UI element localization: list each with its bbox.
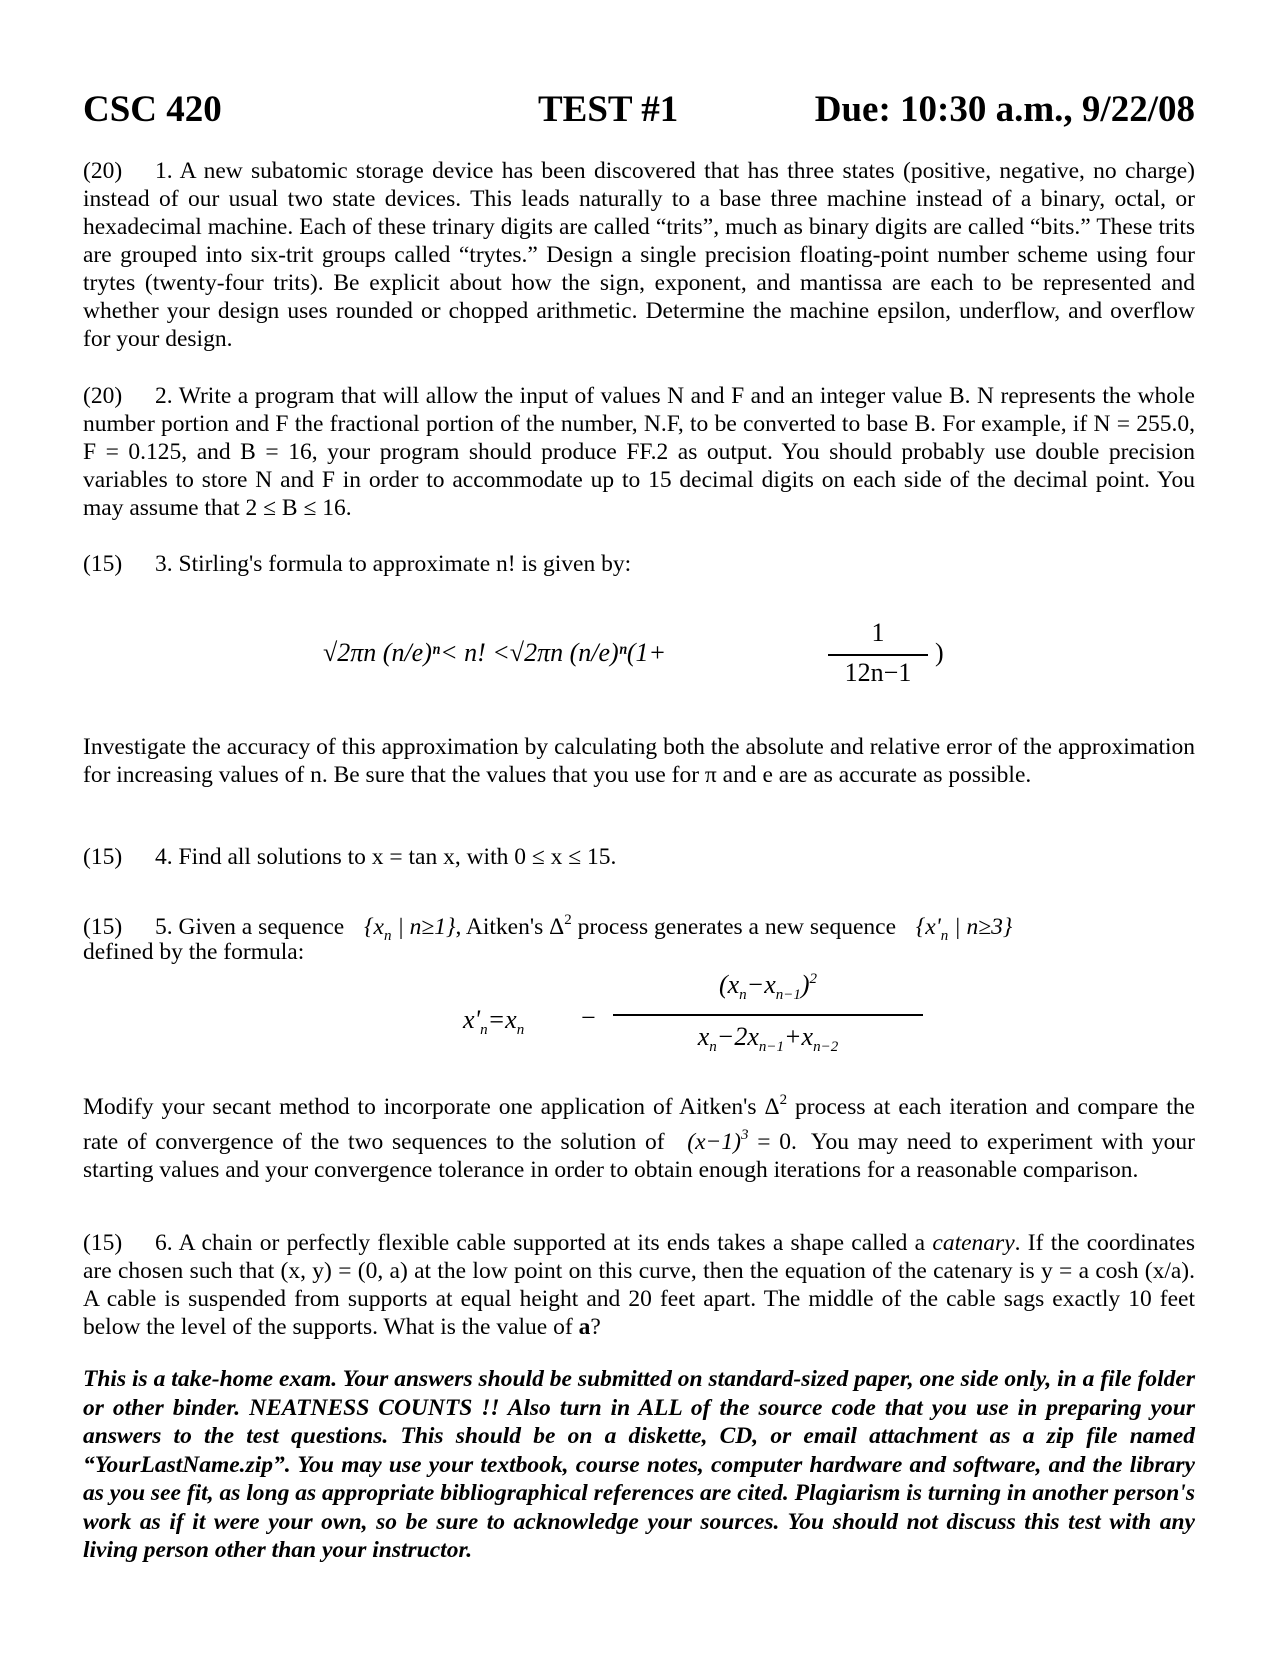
cubic-equation: $(x-1)^3 = 0$.	[687, 1127, 797, 1155]
question-5: (15) 5. Given a sequence {$x_n$ | n≥1}, Aitken's $\Delta^2$ process generates a new sequence {$x'_n$ | n≥3}	[83, 912, 1013, 944]
question-points: (15)	[83, 1230, 123, 1256]
due-date: Due: 10:30 a.m., 9/22/08	[814, 89, 1195, 130]
question-points: (15)	[83, 551, 123, 577]
sequence-xprime: {$x'_n$ | n≥3}	[915, 914, 1013, 944]
question-6: (15) 6. A chain or perfectly flexible cable supported at its ends takes a shape called a catenary. If the coordinates are chosen such that (x, y) = (0, a) at the low point on this curve, then the equation of the catenary is y = a cosh (x/a). A cable is suspended from supports at equal height and 20 feet apart. The middle of the cable sags exactly 10 feet below the level of the supports. What is the value of a?	[83, 1230, 1196, 1340]
stirling-numerator: 1	[871, 618, 885, 647]
question-3	[83, 550, 1195, 578]
question-points: (20)	[83, 158, 123, 184]
exam-instructions: This is a take-home exam. Your answers should be submitted on standard-sized paper, one side only, in a file folder or other binder. NEATNESS COUNTS !! Also turn in ALL of the source code that you use in preparing your answers to the test questions. This should be on a diskette, CD, or email attachment as a zip file named “YourLastName.zip”. You may use your textbook, course notes, computer hardware and software, and the library as you see fit, as long as appropriate bibliographical references are cited. Plagiarism is turning in another person's work as if it were your own, so be sure to acknowledge your sources. You should not discuss this test with any living person other than your instructor.	[83, 1366, 1195, 1563]
question-points: (15)	[83, 914, 123, 940]
catenary-term: catenary	[932, 1230, 1015, 1256]
question-2	[83, 382, 1195, 522]
aitken-lhs: $x'_n=x_n$	[463, 1005, 525, 1038]
aitken-formula	[463, 970, 923, 1070]
question-text: 1. A new subatomic storage device has been discovered that has three states (positive, negative, no charge) instead of our usual two state devices. This leads naturally to a base three machine instead of a binary, octal, or hexadecimal machine. Each of these trinary digits are called “trits”, much as binary digits are called “bits.” These trits are grouped into six-trit groups called “trytes.” Design a single precision floating-point number scheme using four trytes (twenty-four trits). Be explicit about how the sign, exponent, and mantissa are each to be represented and whether your design uses rounded or chopped arithmetic. Determine the machine epsilon, underflow, and overflow for your design.	[83, 158, 1195, 352]
question-1	[83, 157, 1195, 353]
question-text: 3. Stirling's formula to approximate n! is given by:	[155, 551, 632, 577]
sequence-xn: {$x_n$ | n≥1}	[364, 914, 456, 944]
aitken-minus: −	[581, 1003, 596, 1032]
question-text: 2. Write a program that will allow the input of values N and F and an integer value B. N represents the whole number portion and F the fractional portion of the number, N.F, to be converted to base B. For example, if N = 255.0, F = 0.125, and B = 16, your program should produce FF.2 as output. You should probably use double precision variables to store N and F in order to accommodate up to 15 decimal digits on each side of the decimal point. You may assume that 2 ≤ B ≤ 16.	[83, 383, 1195, 521]
question-5-text-d: defined by the formula:	[83, 939, 305, 965]
header	[83, 88, 1195, 138]
stirling-close: )	[935, 638, 944, 667]
course-code: CSC 420	[83, 89, 222, 130]
stirling-left: √2πn (n/e)ⁿ< n! <√2πn (n/e)ⁿ(1+	[323, 638, 667, 667]
variable-a: a	[578, 1314, 591, 1340]
stirling-denominator: 12n−1	[844, 658, 912, 687]
stirling-formula	[323, 618, 1043, 698]
question-points: (15)	[83, 844, 123, 870]
fraction-bar	[613, 1014, 923, 1016]
question-points: (20)	[83, 383, 123, 409]
question-5-followup: Modify your secant method to incorporate one application of Aitken's $\Delta^2$ process at each iteration and compare the rate of convergence of the two sequences to the solution of $(x-1)^3 = 0$. You may need to experiment with your starting values and your convergence tolerance in order to obtain enough iterations for a reasonable comparison.	[83, 1092, 1196, 1183]
aitken-denominator: $x_n-2x_{n-1}+x_{n-2}$	[697, 1022, 839, 1055]
question-4	[83, 843, 1195, 871]
question-text: 4. Find all solutions to x = tan x, with 0 ≤ x ≤ 15.	[155, 844, 617, 870]
aitken-numerator: $(x_n-x_{n-1})^2$	[718, 970, 818, 1003]
fraction-bar	[828, 654, 928, 656]
question-3-followup: Investigate the accuracy of this approximation by calculating both the absolute and relative error of the approximation for increasing values of n. Be sure that the values that you use for π and e are as accurate as possible.	[83, 734, 1195, 788]
question-text: 5. Given a sequence	[155, 914, 345, 940]
test-title: TEST #1	[538, 89, 679, 130]
